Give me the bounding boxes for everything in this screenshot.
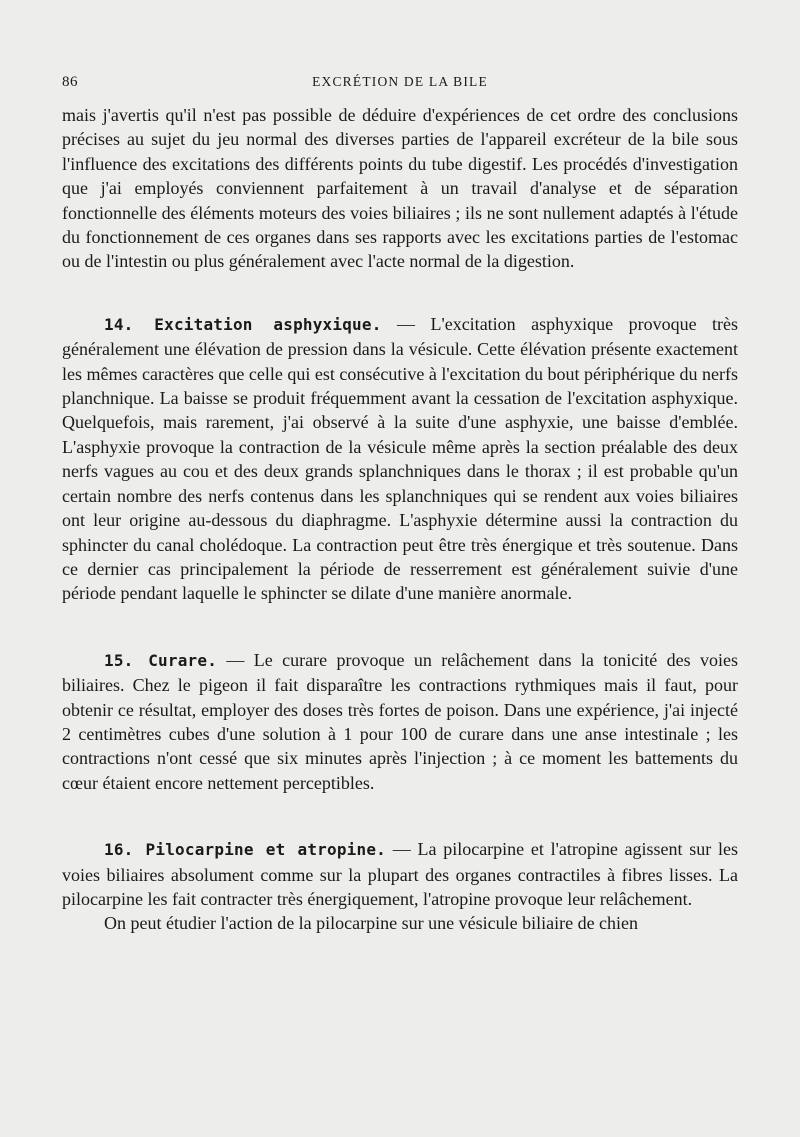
heading-dash: — — [381, 313, 431, 334]
page-number: 86 — [62, 74, 78, 90]
section-15 — [62, 648, 738, 795]
page-body — [62, 103, 738, 936]
heading-dash: — — [386, 839, 418, 860]
section-text: La pilocarpine et l'atropine agissent sur les voies biliaires absolument comme sur la plupart des organes contractiles à fibres lisses. La pilocarpine les fait contracter très énergiquement, l'atropine provoque leur relâchement. — [62, 839, 738, 909]
section-paragraph — [62, 312, 738, 606]
section-heading: 15. Curare. — [104, 650, 218, 670]
section-text: Le curare provoque un relâchement dans la tonicité des voies biliaires. Chez le pigeon il fait disparaître les contractions rythmiques mais il faut, pour obtenir ce résultat, employer des doses très fortes de poison. Dans une expérience, j'ai injecté 2 centimètres cubes d'une solution à 1 pour 100 de curare dans une anse intestinale ; les contractions n'ont cessé que six minutes après l'injection ; à ce moment les battements du cœur étaient encore nettement perceptibles. — [62, 649, 738, 793]
continuation-paragraph: On peut étudier l'action de la pilocarpine sur une vésicule biliaire de chien — [104, 913, 639, 934]
section-paragraph — [62, 837, 738, 911]
intro-paragraph: mais j'avertis qu'il n'est pas possible de déduire d'expériences de cet ordre des conclusions précises au sujet du jeu normal des diverses parties de l'appareil excréteur de la bile sous l'influence des excitations des différents points du tube digestif. Les procédés d'investigation que j'ai employés conviennent parfaitement à un travail d'analyse et de séparation fonctionnelle des éléments moteurs des voies biliaires ; ils ne sont nullement adaptés à l'étude du fonctionnement de ces organes dans ses rapports avec les excitations parties de l'estomac ou de l'intestin ou plus généralement avec l'acte normal de la digestion. — [62, 105, 738, 272]
section-heading: 16. Pilocarpine et atropine. — [104, 840, 387, 860]
section-heading: 14. Excitation asphyxique. — [104, 314, 382, 334]
section-14 — [62, 312, 738, 606]
heading-dash: — — [217, 649, 254, 670]
section-16 — [62, 837, 738, 936]
section-paragraph — [62, 648, 738, 795]
header-title: EXCRÉTION DE LA BILE — [312, 74, 488, 89]
section-text: L'excitation asphyxique provoque très généralement une élévation de pression dans la vésicule. Cette élévation présente exactement les mêmes caractères que celle qui est consécutive à l'excitation du bout périphérique du nerfs planchnique. La baisse se produit fréquemment avant la cessation de l'excitation asphyxique. Quelquefois, mais rarement, j'ai observé à la suite d'une asphyxie, une baisse d'emblée. L'asphyxie provoque la contraction de la vésicule même après la section préalable des deux nerfs vagues au cou et des deux grands splanchniques dans le thorax ; il est probable qu'un certain nombre des nerfs contenus dans les splanchniques qui se rendent aux voies biliaires ont leur origine au-dessous du diaphragme. L'asphyxie détermine aussi la contraction du sphincter du canal cholédoque. La contraction peut être très énergique et très soutenue. Dans ce dernier cas principalement la période de resserrement est généralement suivie d'une période pendant laquelle le sphincter se dilate d'une manière anormale. — [62, 313, 738, 604]
running-head — [62, 74, 738, 96]
